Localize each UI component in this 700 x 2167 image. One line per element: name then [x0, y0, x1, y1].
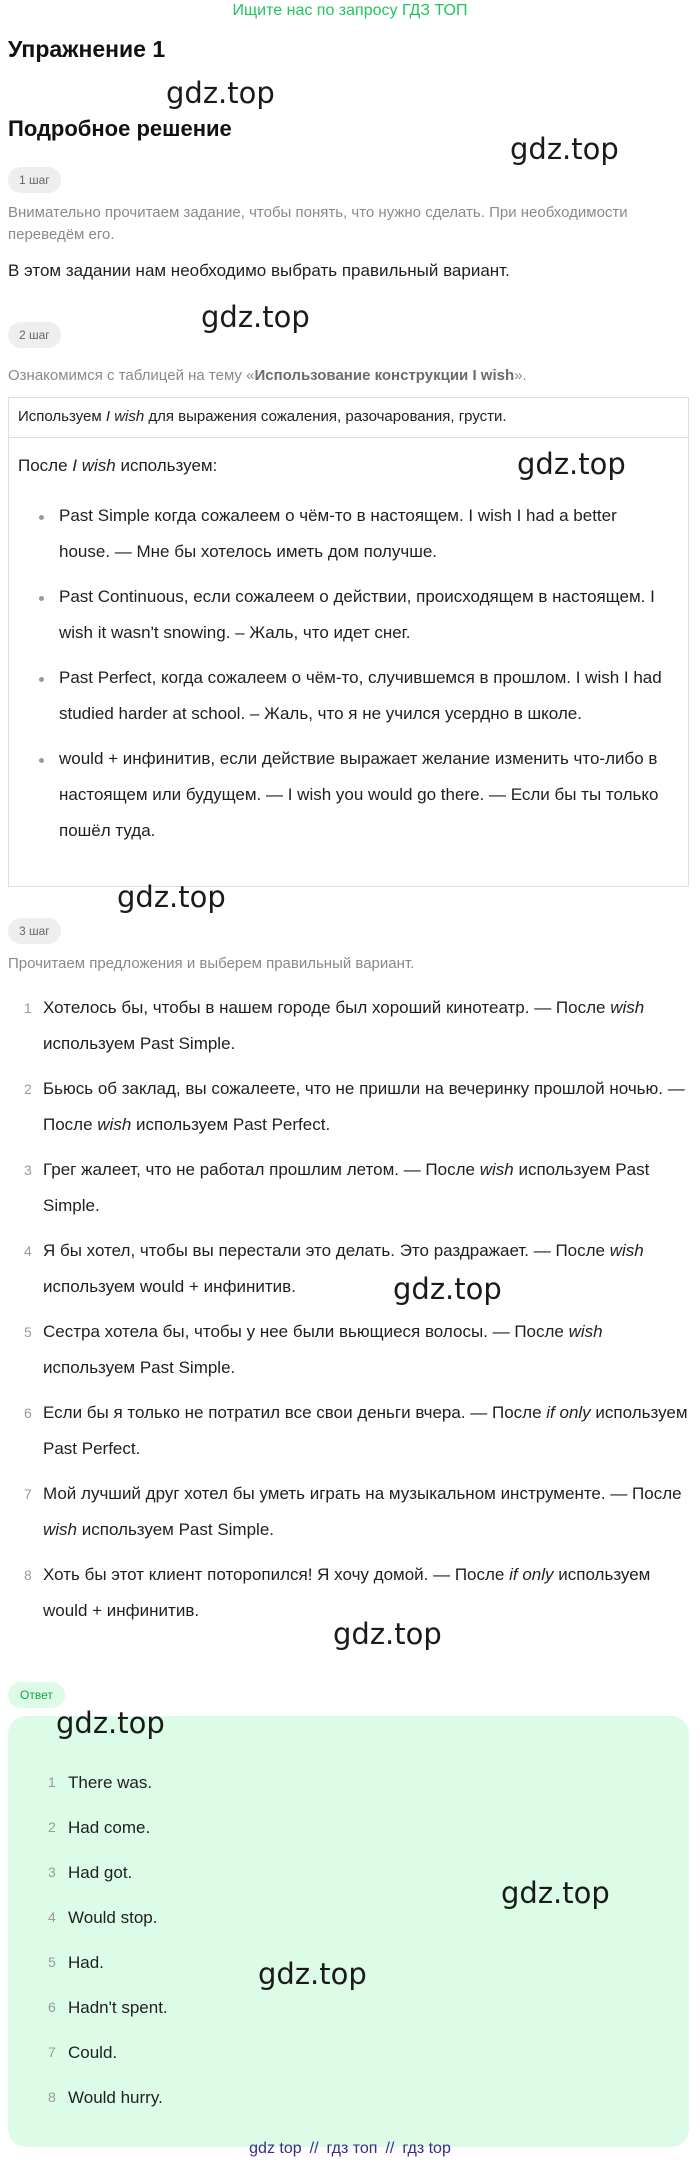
list-item: Past Perfect, когда сожалеем о чём-то, случившемся в прошлом. I wish I had studied harder at school. – Жаль, что я не учился усердно в школе. — [18, 660, 679, 732]
list-item: Past Continuous, если сожалеем о действии, происходящем в настоящем. I wish it wasn't snowing. – Жаль, что идет снег. — [18, 579, 679, 651]
footer-separator: // — [385, 2140, 395, 2157]
table-body — [9, 438, 688, 849]
watermark: gdz.top — [258, 1957, 367, 1991]
list-item: 2 Бьюсь об заклад, вы сожалеете, что не пришли на вечеринку прошлой ночью. — После wish используем Past Perfect. — [24, 1079, 685, 1134]
step-1-hint: Внимательно прочитаем задание, чтобы понять, что нужно сделать. При необходимости переведём его. — [8, 204, 628, 243]
list-item: 5 Сестра хотела бы, чтобы у нее были вьющиеся волосы. — После wish используем Past Simple. — [24, 1322, 603, 1377]
list-item: 7 Could. — [48, 2043, 118, 2062]
step-3-badge: 3 шаг — [8, 918, 61, 944]
watermark: gdz.top — [517, 447, 626, 481]
watermark: gdz.top — [333, 1617, 442, 1651]
list-item: 1 Хотелось бы, чтобы в нашем городе был хороший кинотеатр. — После wish используем Past Simple. — [24, 998, 645, 1053]
footer-links — [0, 2140, 700, 2158]
step-2-badge: 2 шаг — [8, 322, 61, 348]
list-item: 8 Хоть бы этот клиент поторопился! Я хочу домой. — После if only используем would + инфинитив. — [24, 1565, 651, 1620]
topic-name: Использование конструкции I wish — [254, 367, 515, 384]
sentence-list — [8, 990, 690, 1638]
list-item: 5 Had. — [48, 1953, 104, 1972]
bullet-icon — [39, 515, 44, 520]
step-2-hint: Ознакомимся с таблицей на тему «Использование конструкции I wish». — [8, 367, 527, 384]
watermark: gdz.top — [393, 1272, 502, 1306]
watermark: gdz.top — [117, 880, 226, 914]
list-item: would + инфинитив, если действие выражает желание изменить что-либо в настоящем или будущем. — I wish you would go there. — Если бы ты только пошёл туда. — [18, 741, 679, 849]
list-item: 4 Would stop. — [48, 1908, 158, 1927]
usage-intro: После I wish используем: — [18, 456, 218, 475]
usage-list — [18, 498, 679, 849]
bullet-icon — [39, 596, 44, 601]
footer-link[interactable]: gdz top — [249, 2140, 302, 2157]
bullet-icon — [39, 758, 44, 763]
search-banner: Ищите нас по запросу ГДЗ ТОП — [232, 2, 468, 19]
step-3-hint: Прочитаем предложения и выберем правильный вариант. — [8, 955, 415, 972]
list-item: Past Simple когда сожалеем о чём-то в настоящем. I wish I had a better house. — Мне бы хотелось иметь дом получше. — [18, 498, 679, 570]
table-header: Используем I wish для выражения сожаления, разочарования, грусти. — [9, 398, 688, 438]
list-item: 1 There was. — [48, 1773, 153, 1792]
list-item: 6 Если бы я только не потратил все свои деньги вчера. — После if only используем Past Perfect. — [24, 1403, 688, 1458]
watermark: gdz.top — [56, 1706, 165, 1740]
list-item: 7 Мой лучший друг хотел бы уметь играть на музыкальном инструменте. — После wish используем Past Simple. — [24, 1484, 682, 1539]
answer-badge: Ответ — [8, 1682, 65, 1708]
list-item: 3 Грег жалеет, что не работал прошлим летом. — После wish используем Past Simple. — [24, 1160, 650, 1215]
watermark: gdz.top — [510, 132, 619, 166]
footer-link[interactable]: гдз топ — [326, 2140, 378, 2157]
exercise-title: Упражнение 1 — [8, 36, 166, 62]
step-1-badge: 1 шаг — [8, 167, 61, 193]
footer-link[interactable]: гдз top — [402, 2140, 451, 2157]
solution-title: Подробное решение — [8, 116, 232, 141]
watermark: gdz.top — [501, 1876, 610, 1910]
list-item: 4 Я бы хотел, чтобы вы перестали это делать. Это раздражает. — После wish используем would + инфинитив. — [24, 1241, 644, 1296]
list-item: 6 Hadn't spent. — [48, 1998, 168, 2017]
list-item: 8 Would hurry. — [48, 2088, 163, 2107]
list-item: 3 Had got. — [48, 1863, 133, 1882]
watermark: gdz.top — [166, 76, 275, 110]
bullet-icon — [39, 677, 44, 682]
step-1-text: В этом задании нам необходимо выбрать правильный вариант. — [8, 261, 510, 280]
list-item: 2 Had come. — [48, 1818, 151, 1837]
watermark: gdz.top — [201, 300, 310, 334]
footer-separator: // — [309, 2140, 319, 2157]
answer-list — [8, 1760, 168, 2120]
